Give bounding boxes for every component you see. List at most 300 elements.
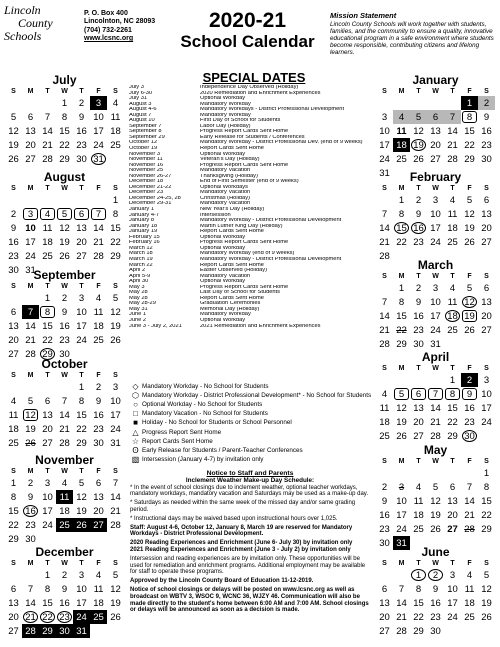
day-cell: 3 xyxy=(44,477,51,489)
weekday-label: S xyxy=(382,458,387,465)
weekday-label: M xyxy=(398,458,405,465)
day-cell: 18 xyxy=(93,597,104,609)
special-date: January 8 xyxy=(129,218,154,224)
school-year: 2020-21 xyxy=(208,9,287,32)
special-date: November 25 xyxy=(129,168,164,174)
weekday-header xyxy=(5,184,124,193)
day-cell: 26 xyxy=(481,611,492,623)
day-cell: 28 xyxy=(464,523,475,535)
day-cell: 19 xyxy=(430,509,441,521)
special-date: November 16 xyxy=(129,162,164,168)
special-date: February 15 xyxy=(129,234,160,240)
day-cell: 13 xyxy=(8,597,19,609)
weekday-label: W xyxy=(61,560,68,567)
day-cell: 8 xyxy=(462,111,477,123)
weekday-label: S xyxy=(484,560,489,567)
day-cell: 7 xyxy=(398,583,405,595)
day-cell: 15 xyxy=(394,222,409,234)
weekday-label: F xyxy=(467,88,472,95)
day-cell: 27 xyxy=(430,153,441,165)
day-cell: 27 xyxy=(8,625,19,637)
day-cell: 23 xyxy=(59,334,70,346)
day-cell: 2 xyxy=(95,381,102,393)
day-cell: 13 xyxy=(481,296,492,308)
day-cell: 4 xyxy=(449,282,456,294)
day-cell: 12 xyxy=(110,306,121,318)
mission-statement xyxy=(330,12,496,57)
month-march xyxy=(376,258,495,351)
special-event: Progress Report Cards Sent Home xyxy=(200,284,289,290)
legend-item xyxy=(129,418,374,427)
day-cell: 4 xyxy=(466,569,473,581)
day-cell: 2 xyxy=(428,569,443,581)
day-cell: 10 xyxy=(93,111,104,123)
day-cell: 26 xyxy=(110,334,121,346)
day-cell: 25 xyxy=(464,611,475,623)
special-date: May 28-29 xyxy=(129,301,156,307)
weekday-label: S xyxy=(11,283,16,290)
special-event: Optional Workday xyxy=(200,317,246,323)
legend-text: Mandatory Workday - District Professional Development* - No School for Students xyxy=(142,392,372,400)
month-july xyxy=(5,73,124,166)
day-cell: 14 xyxy=(379,222,390,234)
day-cell: 16 xyxy=(23,505,38,517)
month-december xyxy=(5,545,124,638)
day-cell: 29 xyxy=(40,348,55,360)
day-cell: 14 xyxy=(464,495,475,507)
weekday-label: W xyxy=(61,372,68,379)
special-date: April 5-9 xyxy=(129,273,151,279)
special-date: April 30 xyxy=(129,279,149,285)
day-cell: 6 xyxy=(427,110,444,124)
month-name: July xyxy=(52,73,77,87)
day-cell: 11 xyxy=(447,208,458,220)
day-cell: 6 xyxy=(483,194,490,206)
day-cell: 5 xyxy=(112,569,119,581)
day-cell: 17 xyxy=(93,125,104,137)
day-cell: 12 xyxy=(110,583,121,595)
day-cell: 10 xyxy=(430,296,441,308)
day-cell: 22 xyxy=(42,334,53,346)
day-cell: 1 xyxy=(398,194,405,206)
day-cell: 20 xyxy=(413,416,424,428)
day-cell: 8 xyxy=(398,296,405,308)
day-cell: 29 xyxy=(447,430,458,442)
legend-symbol-icon: ⬡ xyxy=(132,391,139,401)
weekday-label: S xyxy=(113,372,118,379)
weekday-header xyxy=(376,87,495,96)
website-link[interactable]: www.lcsnc.org xyxy=(84,35,134,43)
day-cell: 29 xyxy=(59,153,70,165)
weekday-label: T xyxy=(416,365,421,372)
day-cell: 10 xyxy=(481,388,492,400)
day-cell: 8 xyxy=(445,388,460,400)
day-cell: 17 xyxy=(396,509,407,521)
day-cell: 27 xyxy=(481,324,492,336)
day-cell: 29 xyxy=(413,625,424,637)
day-cell: 3 xyxy=(432,194,439,206)
day-cell: 6 xyxy=(411,388,426,400)
day-cell: 16 xyxy=(379,509,390,521)
day-cell: 12 xyxy=(396,402,407,414)
weekday-label: W xyxy=(432,458,439,465)
weekday-label: S xyxy=(484,458,489,465)
day-cell: 14 xyxy=(93,222,104,234)
day-cell: 10 xyxy=(447,583,458,595)
weekday-label: T xyxy=(416,185,421,192)
empty-cell xyxy=(56,380,73,394)
day-cell: 19 xyxy=(481,597,492,609)
day-grid xyxy=(5,476,124,546)
day-cell: 31 xyxy=(110,437,121,449)
day-cell: 3 xyxy=(78,292,85,304)
weekday-label: W xyxy=(432,88,439,95)
day-cell: 17 xyxy=(76,320,87,332)
day-cell: 25 xyxy=(90,610,107,624)
special-event: Labor Day (Holiday) xyxy=(200,123,251,129)
day-cell: 30 xyxy=(56,624,73,638)
weekday-label: S xyxy=(382,560,387,567)
weekday-label: F xyxy=(467,273,472,280)
day-cell: 16 xyxy=(430,597,441,609)
day-grid xyxy=(376,568,495,638)
day-cell: 7 xyxy=(91,208,106,220)
day-cell: 12 xyxy=(59,222,70,234)
special-date: July 3 xyxy=(129,85,144,90)
empty-cell xyxy=(376,193,393,207)
empty-cell xyxy=(22,568,39,582)
empty-cell xyxy=(376,281,393,295)
legend xyxy=(129,382,374,464)
special-date: September 8 xyxy=(129,129,162,135)
weekday-label: F xyxy=(467,185,472,192)
special-event: Report Cards Sent Home xyxy=(200,229,264,235)
legend-item xyxy=(129,427,374,436)
day-cell: 11 xyxy=(379,402,390,414)
day-cell: 7 xyxy=(381,208,388,220)
day-cell: 5 xyxy=(27,395,34,407)
day-cell: 8 xyxy=(398,208,405,220)
phone-number: (704) 732-2261 xyxy=(84,26,132,34)
day-cell: 7 xyxy=(444,110,461,124)
day-cell: 29 xyxy=(464,153,475,165)
enrichment-2020: 2020 Reading Experiences and Enrichment (June 6- July 30) by invitation only xyxy=(130,540,353,547)
day-cell: 1 xyxy=(398,282,405,294)
month-name: April xyxy=(421,350,450,364)
legend-text: Report Cards Sent Home xyxy=(142,437,213,445)
day-cell: 20 xyxy=(25,139,36,151)
day-cell: 10 xyxy=(379,125,390,137)
day-cell: 3 xyxy=(112,381,119,393)
empty-cell xyxy=(5,291,22,305)
day-cell: 28 xyxy=(396,625,407,637)
day-cell: 2 xyxy=(478,96,495,110)
empty-cell xyxy=(427,96,444,110)
day-cell: 10 xyxy=(396,495,407,507)
day-cell: 2 xyxy=(381,481,388,493)
special-date: January 4-7 xyxy=(129,212,160,218)
weekday-label: M xyxy=(27,185,34,192)
day-cell: 22 xyxy=(110,236,121,248)
day-cell: 24 xyxy=(25,250,36,262)
day-cell: 21 xyxy=(379,324,390,336)
special-event: Optional Workdays xyxy=(200,184,248,190)
day-cell: 24 xyxy=(93,139,104,151)
day-grid xyxy=(5,291,124,361)
logo-line: Lincoln xyxy=(4,3,41,17)
day-cell: 10 xyxy=(430,208,441,220)
empty-cell xyxy=(39,193,56,207)
weekday-label: S xyxy=(382,273,387,280)
legend-text: Optional Workday - No School for Students xyxy=(142,401,263,409)
legend-text: Intersession (January 4-7) by invitation only xyxy=(142,455,264,463)
legend-symbol-icon: △ xyxy=(132,427,139,437)
special-date: June 1 xyxy=(129,312,147,318)
day-cell: 5 xyxy=(394,388,409,400)
day-cell: 24 xyxy=(396,523,407,535)
day-cell: 12 xyxy=(413,125,424,137)
day-cell: 23 xyxy=(25,519,36,531)
special-event: Christmas (Holiday) xyxy=(200,195,250,201)
month-name: September xyxy=(33,268,96,282)
weekday-label: M xyxy=(27,283,34,290)
day-cell: 2 xyxy=(61,569,68,581)
day-cell: 27 xyxy=(42,437,53,449)
special-date: March 18 xyxy=(129,251,153,257)
day-cell: 1 xyxy=(44,569,51,581)
day-cell: 1 xyxy=(461,96,478,110)
weekday-label: T xyxy=(45,185,50,192)
weekday-label: M xyxy=(27,372,34,379)
day-cell: 23 xyxy=(481,139,492,151)
day-cell: 23 xyxy=(413,324,424,336)
day-cell: 23 xyxy=(93,423,104,435)
day-cell: 6 xyxy=(449,481,456,493)
empty-cell xyxy=(22,380,39,394)
weekday-header xyxy=(376,457,495,466)
day-cell: 17 xyxy=(430,222,441,234)
day-cell: 28 xyxy=(59,437,70,449)
enrichment-2021: 2021 Reading Experiences and Enrichment (June 3 - July 2) by invitation only xyxy=(130,546,351,553)
special-event: Optional Workday xyxy=(200,234,246,240)
day-cell: 28 xyxy=(379,338,390,350)
day-cell: 18 xyxy=(464,597,475,609)
weekday-label: W xyxy=(432,273,439,280)
day-cell: 24 xyxy=(379,153,390,165)
day-cell: 2 xyxy=(78,97,85,109)
day-cell: 26 xyxy=(430,523,441,535)
day-cell: 11 xyxy=(42,222,53,234)
day-cell: 3 xyxy=(23,208,38,220)
day-cell: 3 xyxy=(483,374,490,386)
mission-text: Lincoln County Schools will work together with students, families, and the community to ensure a quality, innovative educational program in a safe environment where students become responsible, contributing citizens and lifelong learners. xyxy=(330,21,494,57)
day-cell: 28 xyxy=(447,153,458,165)
special-date: December 24-25, 28 xyxy=(129,195,181,201)
day-cell: 14 xyxy=(110,491,121,503)
special-date: August 10 xyxy=(129,118,155,124)
month-name: May xyxy=(423,443,448,457)
weekday-label: S xyxy=(484,273,489,280)
day-cell: 9 xyxy=(462,388,477,400)
legend-item xyxy=(129,446,374,455)
legend-symbol-icon: ʘ xyxy=(132,445,139,455)
special-event: Easter Observed (Holiday) xyxy=(200,268,268,274)
day-cell: 20 xyxy=(379,611,390,623)
day-cell: 30 xyxy=(430,625,441,637)
day-cell: 17 xyxy=(25,236,36,248)
legend-item xyxy=(129,409,374,418)
weekday-label: W xyxy=(61,468,68,475)
day-cell: 29 xyxy=(396,338,407,350)
day-cell: 25 xyxy=(42,250,53,262)
day-cell: 21 xyxy=(447,139,458,151)
day-cell: 29 xyxy=(8,533,19,545)
day-cell: 4 xyxy=(61,477,68,489)
special-event: Report Cards Sent Home xyxy=(200,262,264,268)
day-cell: 20 xyxy=(76,236,87,248)
special-event: Mandatory Workday (end of 9 weeks) xyxy=(200,251,295,257)
special-event: Mandatory Workday xyxy=(200,312,251,318)
day-cell: 9 xyxy=(381,495,388,507)
day-cell: 5 xyxy=(483,569,490,581)
day-cell: 4 xyxy=(112,97,119,109)
weekday-label: W xyxy=(432,365,439,372)
special-event: Independence Day Observed (Holiday) xyxy=(200,85,299,90)
day-cell: 7 xyxy=(466,481,473,493)
special-date: January 1 xyxy=(129,207,154,213)
day-cell: 7 xyxy=(112,477,119,489)
weekday-label: M xyxy=(398,88,405,95)
empty-cell xyxy=(5,568,22,582)
day-cell: 21 xyxy=(379,236,390,248)
page-title: School Calendar xyxy=(180,32,315,51)
day-grid xyxy=(376,281,495,351)
day-cell: 27 xyxy=(379,625,390,637)
day-cell: 30 xyxy=(379,537,390,549)
day-cell: 25 xyxy=(110,139,121,151)
day-cell: 18 xyxy=(447,222,458,234)
day-grid xyxy=(376,96,495,180)
day-cell: 16 xyxy=(464,402,475,414)
day-cell: 16 xyxy=(59,320,70,332)
special-date: March 12 xyxy=(129,245,153,251)
day-cell: 17 xyxy=(110,409,121,421)
day-cell: 25 xyxy=(56,518,73,532)
day-cell: 14 xyxy=(379,310,390,322)
legend-text: Early Release for Students / Parent-Teacher Conferences xyxy=(142,446,303,454)
weekday-label: T xyxy=(450,365,455,372)
empty-cell xyxy=(427,373,444,387)
day-cell: 20 xyxy=(430,139,441,151)
day-cell: 11 xyxy=(413,495,424,507)
day-cell: 28 xyxy=(379,250,390,262)
day-cell: 30 xyxy=(481,153,492,165)
day-cell: 25 xyxy=(8,437,19,449)
day-cell: 25 xyxy=(93,334,104,346)
day-cell: 21 xyxy=(396,611,407,623)
day-cell: 2 xyxy=(61,292,68,304)
special-event: Graduation Ceremonies xyxy=(200,301,261,307)
day-cell: 7 xyxy=(381,296,388,308)
month-name: November xyxy=(35,453,94,467)
day-cell: 15 xyxy=(481,495,492,507)
weekday-label: S xyxy=(113,185,118,192)
empty-cell xyxy=(5,193,22,207)
empty-cell xyxy=(461,466,478,480)
day-cell: 18 xyxy=(8,423,19,435)
day-cell: 11 xyxy=(93,306,104,318)
day-cell: 13 xyxy=(413,402,424,414)
day-cell: 7 xyxy=(22,305,39,319)
month-august xyxy=(5,170,124,277)
special-date: January 19 xyxy=(129,229,158,235)
weekday-header xyxy=(376,364,495,373)
legend-symbol-icon: ☆ xyxy=(131,436,140,446)
month-september xyxy=(5,268,124,361)
day-cell: 27 xyxy=(25,153,36,165)
day-grid xyxy=(376,466,495,550)
day-cell: 15 xyxy=(447,402,458,414)
month-october xyxy=(5,357,124,450)
day-grid xyxy=(376,373,495,443)
weekday-label: T xyxy=(450,88,455,95)
day-cell: 22 xyxy=(481,509,492,521)
day-cell: 5 xyxy=(112,292,119,304)
weekday-label: T xyxy=(45,560,50,567)
day-cell: 19 xyxy=(464,222,475,234)
weekday-label: T xyxy=(416,88,421,95)
weekday-label: S xyxy=(382,88,387,95)
weekday-label: M xyxy=(398,560,405,567)
notice-heading: Notice to Staff and Parents xyxy=(206,470,294,477)
empty-cell xyxy=(393,568,410,582)
weekday-label: T xyxy=(45,372,50,379)
day-cell: 21 xyxy=(430,416,441,428)
special-event: Mandatory Workday - District Professional Dev. (end of 9 weeks) xyxy=(200,140,363,146)
day-cell: 21 xyxy=(23,611,38,623)
special-event: Report Cards Sent Home xyxy=(200,295,264,301)
empty-cell xyxy=(22,96,39,110)
weekday-label: M xyxy=(398,185,405,192)
month-april xyxy=(376,350,495,443)
weekday-label: M xyxy=(27,468,34,475)
day-cell: 11 xyxy=(447,296,458,308)
special-event: First Day of School for Students xyxy=(200,118,281,124)
day-cell: 7 xyxy=(44,111,51,123)
day-cell: 19 xyxy=(110,597,121,609)
day-cell: 23 xyxy=(76,139,87,151)
day-cell: 18 xyxy=(93,320,104,332)
day-cell: 20 xyxy=(8,611,19,623)
notice-bullet: * In the event of school closings due to inclement weather, optional teacher workdays, mandatory workdays, mandatory vacation and Saturdays may be used as a make-up day. xyxy=(130,484,369,498)
day-cell: 27 xyxy=(481,236,492,248)
day-cell: 19 xyxy=(411,139,426,151)
day-cell: 4 xyxy=(393,110,410,124)
day-cell: 15 xyxy=(42,320,53,332)
day-cell: 20 xyxy=(481,222,492,234)
day-cell: 18 xyxy=(42,236,53,248)
weekday-label: T xyxy=(450,185,455,192)
special-date: August 4-6 xyxy=(129,107,157,113)
day-cell: 12 xyxy=(481,583,492,595)
notice-subheading: Inclement Weather Make-up Day Schedule: xyxy=(185,476,315,484)
day-cell: 8 xyxy=(61,111,68,123)
day-cell: 15 xyxy=(8,505,19,517)
legend-symbol-icon: ▧ xyxy=(131,454,140,464)
day-cell: 5 xyxy=(466,194,473,206)
day-cell: 4 xyxy=(10,395,17,407)
day-cell: 29 xyxy=(110,250,121,262)
